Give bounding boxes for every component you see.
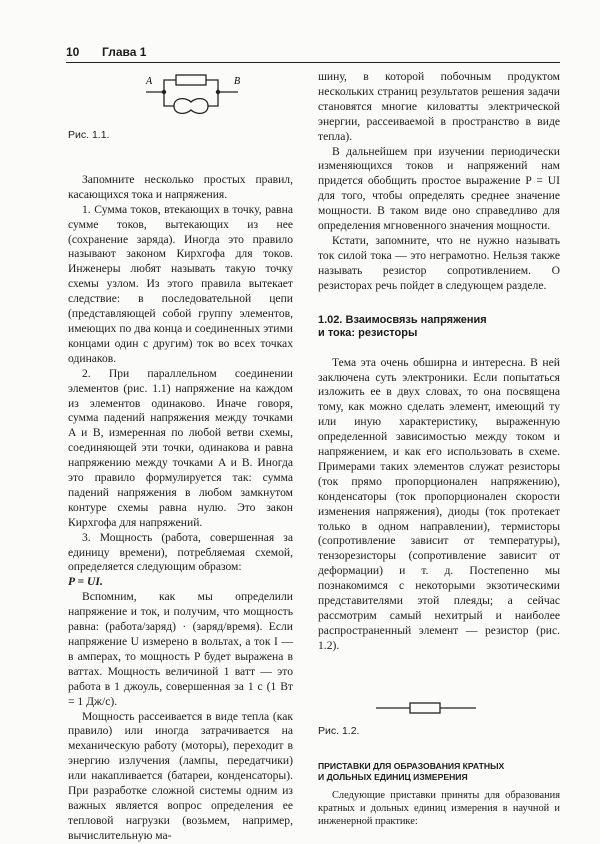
chapter-title: Глава 1 <box>102 45 147 59</box>
figure-1-1 <box>68 70 293 128</box>
branch-top <box>164 80 218 92</box>
resistor-symbol <box>410 703 440 713</box>
figure-1-1-caption: Рис. 1.1. <box>68 129 110 141</box>
left-column <box>68 70 293 844</box>
paragraph: 2. При параллельном соединении элементов (рис. 1.1) напряжение на каждом из элементов одинаково. Иначе говоря, сумма падений напряжения между точками A и B, измеренная по любой ветви схемы, соединяющей эти точки, одинакова и равна напряжению между точками A и B. Иногда это правило формулируется так: сумма падений напряжения в любом замкнутом контуре схемы равна нулю. Это закон Кирхгофа для напряжений. <box>68 366 293 529</box>
formula-power: P = UI. <box>68 575 103 589</box>
sidebar-heading-line: И ДОЛЬНЫХ ЕДИНИЦ ИЗМЕРЕНИЯ <box>318 771 468 782</box>
paragraph: 3. Мощность (работа, совершенная за единицу времени), потребляемая схемой, определяется следующим образом: <box>68 530 293 574</box>
figure-1-2-caption: Рис. 1.2. <box>318 724 360 737</box>
resistor-symbol <box>176 75 206 85</box>
node-b-label: B <box>234 76 241 87</box>
sidebar-heading-line: ПРИСТАВКИ ДЛЯ ОБРАЗОВАНИЯ КРАТНЫХ <box>318 760 505 771</box>
generic-element-symbol <box>174 99 208 114</box>
paragraph: 1. Сумма токов, втекающих в точку, равна сумме токов, вытекающих из нее (сохранение заряда). Иногда это правило называют законом Кирхгофа для токов. Инженеры любят называть такую точку схемы узлом. Из этого правила вытекает следствие: в последовательной цепи (представляющей собой группу элементов, имеющих по два конца и соединенных этими концами один с другим) ток во всех точках одинаков. <box>68 202 293 365</box>
paragraph: шину, в которой побочным продуктом нескольких страниц результатов решения задачи становятся многие киловатты электрической энергии, рассеиваемой в пространство в виде тепла). <box>318 70 560 143</box>
section-heading-line: и тока: резисторы <box>318 326 418 339</box>
page-number: 10 <box>66 45 80 59</box>
sidebar-heading <box>318 761 560 783</box>
branch-bottom <box>164 92 218 106</box>
paragraph: Тема эта очень обширна и интересна. В ней заключена суть электроники. Если попытаться изложить ее в двух словах, то она посвящена тому, как можно сделать элемент, имеющий ту или иную характеристику, выраженную определенной зависимостью между током и напряжением, и как его использовать в схеме. Примерами таких элементов служат резисторы (ток прямо пропорционален напряжению), конденсаторы (ток пропорционален скорости изменения напряжения), диоды (ток протекает только в одном направлении), термисторы (сопротивление зависит от температуры), тензорезисторы (сопротивление зависит от деформации) и т. д. Постепенно мы познакомимся с некоторыми экзотическими представителями этой плеяды; а сейчас рассмотрим самый нехитрый и наиболее распространенный элемент — резистор (рис. 1.2). <box>318 355 560 652</box>
figure-1-2 <box>318 698 560 718</box>
node-a-label: A <box>146 76 153 87</box>
right-column <box>318 70 560 828</box>
paragraph: Запомните несколько простых правил, касающихся тока и напряжения. <box>68 172 293 201</box>
paragraph: Кстати, запомните, что не нужно называть ток силой тока — это неграмотно. Нельзя также называть резистор сопротивлением. О резисторах речь пойдет в следующем разделе. <box>318 233 560 292</box>
resistor-diagram <box>318 698 560 718</box>
header-rule <box>66 62 560 63</box>
paragraph: Вспомним, как мы определили напряжение и ток, и получим, что мощность равна: (работа/заряд) · (заряд/время). Если напряжение U измерено в вольтах, а ток I — в амперах, то мощность P будет выражена в ваттах. Мощность величиной 1 ватт — это работа в 1 джоуль, совершенная за 1 с (1 Вт = 1 Дж/с). <box>68 590 293 708</box>
paragraph: Мощность рассеивается в виде тепла (как правило) или иногда затрачивается на механическую работу (моторы), переходит в энергию излучения (лампы, передатчики) или накапливается (батареи, конденсаторы). При разработке сложной системы одним из важных является вопрос определения ее тепловой нагрузки (возьмем, например, вычислительную ма- <box>68 709 293 842</box>
section-heading <box>318 314 560 340</box>
paragraph: В дальнейшем при изучении периодически изменяющихся токов и напряжений нам придется обобщить простое выражение P = UI для того, чтобы определять среднее значение мощности. В таком виде оно справедливо для определения мгновенного значения мощности. <box>318 144 560 233</box>
sidebar-text: Следующие приставки приняты для образования кратных и дольных единиц измерения в научной и инженерной практике: <box>318 789 560 827</box>
section-heading-line: 1.02. Взаимосвязь напряжения <box>318 313 487 326</box>
parallel-circuit-diagram <box>68 70 293 128</box>
